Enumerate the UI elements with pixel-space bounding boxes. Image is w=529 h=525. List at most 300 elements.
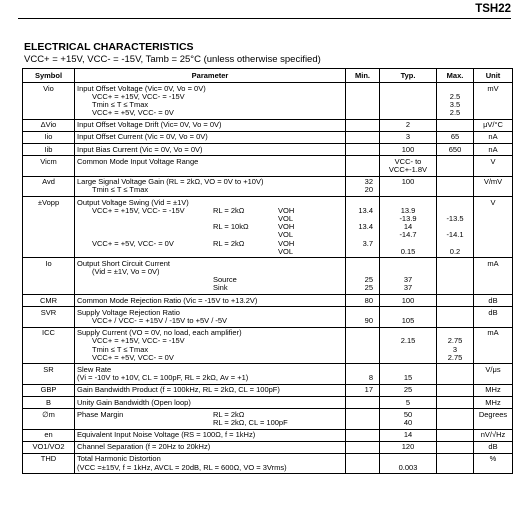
parameter-line: [75, 431, 345, 439]
parameter-cell: [75, 429, 346, 441]
unit-value: V: [490, 157, 496, 166]
unit-value: [474, 186, 512, 194]
max-value: [437, 268, 473, 276]
typ-value: 25: [403, 386, 413, 395]
table-row: [23, 176, 513, 196]
symbol-cell: [23, 295, 75, 307]
max-value: [437, 386, 473, 394]
parameter-text: Total Harmonic Distortion: [77, 454, 161, 464]
unit-value: [474, 337, 512, 345]
parameter-cell: [75, 453, 346, 473]
min-value: [346, 443, 373, 451]
max-cell: [437, 397, 474, 409]
max-value: 2.5: [449, 92, 461, 101]
max-value: 3.5: [449, 100, 461, 109]
symbol-cell: [23, 429, 75, 441]
max-value: [437, 260, 473, 268]
parameter-line: [75, 207, 345, 215]
parameter-text: Tmin ≤ T ≤ Tmax: [92, 185, 149, 195]
min-value: [346, 431, 373, 439]
symbol-text: ∅m: [42, 410, 55, 419]
column-header-parameter: Parameter: [75, 69, 346, 83]
min-value: 3.7: [362, 239, 373, 248]
symbol-cell: [23, 409, 75, 429]
typ-value: 3: [405, 133, 411, 142]
table-row: [23, 258, 513, 295]
typ-value: 13.9: [400, 206, 416, 215]
symbol-cell: [23, 176, 75, 196]
output-level-text: VOH: [278, 205, 295, 215]
parameter-line: [75, 386, 345, 394]
typ-value: [380, 199, 436, 207]
symbol-cell: [23, 258, 75, 295]
min-cell: [346, 429, 380, 441]
condition-text: Sink: [213, 283, 228, 293]
symbol-text: Avd: [42, 178, 55, 187]
column-header-typ: Typ.: [380, 69, 437, 83]
typ-cell: [380, 144, 437, 156]
typ-value: [380, 109, 436, 117]
min-value: [346, 109, 373, 117]
unit-cell: [474, 384, 513, 396]
parameter-cell: [75, 156, 346, 176]
min-value: [346, 464, 373, 472]
max-cell: [437, 364, 474, 384]
symbol-text: Io: [45, 259, 52, 268]
parameter-text: VCC+ = +15V, VCC- = -15V: [92, 336, 185, 346]
max-value: [437, 284, 473, 292]
parameter-text: Input Offset Current (Vic = 0V, Vo = 0V): [77, 132, 208, 142]
typ-value: [380, 101, 436, 109]
condition-text: RL = 2kΩ: [213, 205, 245, 215]
typ-value: 15: [403, 374, 413, 383]
symbol-cell: [23, 131, 75, 143]
parameter-text: (Vi = -10V to +10V, CL = 100pF, RL = 2kΩ, Av = +1): [77, 373, 249, 383]
parameter-text: Common Mode Input Voltage Range: [77, 156, 199, 166]
unit-value: V/μs: [485, 365, 501, 374]
parameter-cell: [75, 307, 346, 327]
unit-cell: [474, 429, 513, 441]
unit-value: %: [489, 455, 497, 464]
parameter-cell: [75, 144, 346, 156]
unit-cell: [474, 119, 513, 131]
symbol-cell: [23, 156, 75, 176]
typ-value: [380, 240, 436, 248]
max-cell: [437, 156, 474, 176]
parameter-line: [75, 223, 345, 231]
min-cell: [346, 453, 380, 473]
table-row: [23, 409, 513, 429]
part-number: TSH22: [475, 3, 511, 15]
unit-cell: [474, 397, 513, 409]
unit-value: nA: [488, 133, 498, 142]
typ-value: [380, 268, 436, 276]
symbol-cell: [23, 327, 75, 364]
unit-cell: [474, 144, 513, 156]
typ-cell: [380, 119, 437, 131]
parameter-text: Phase Margin: [77, 409, 124, 419]
max-value: [437, 317, 473, 325]
parameter-line: [75, 411, 345, 419]
parameter-cell: [75, 197, 346, 258]
unit-value: [474, 109, 512, 117]
typ-value: [380, 186, 436, 194]
typ-cell: [380, 429, 437, 441]
min-value: 25: [364, 284, 373, 293]
symbol-text: SVR: [40, 308, 57, 317]
min-value: [346, 146, 373, 154]
unit-cell: [474, 131, 513, 143]
unit-cell: [474, 441, 513, 453]
unit-value: V: [490, 198, 496, 207]
parameter-cell: [75, 364, 346, 384]
symbol-cell: [23, 197, 75, 258]
parameter-text: Supply Current (VO = 0V, no load, each amplifier): [77, 328, 242, 338]
unit-value: [474, 223, 512, 231]
parameter-line: [75, 133, 345, 141]
max-value: [437, 329, 473, 337]
min-cell: [346, 156, 380, 176]
unit-cell: [474, 176, 513, 196]
parameter-line: [75, 443, 345, 451]
typ-cell: [380, 364, 437, 384]
typ-value: 0.15: [400, 247, 416, 256]
condition-text: RL = 10kΩ: [213, 222, 249, 232]
min-value: [346, 158, 373, 166]
min-value: [346, 121, 373, 129]
parameter-cell: [75, 131, 346, 143]
min-cell: [346, 83, 380, 120]
parameter-text: Gain Bandwidth Product (f = 100kHz, RL = 2kΩ, CL = 100pF): [77, 385, 280, 395]
max-value: [437, 309, 473, 317]
condition-text: RL = 2kΩ: [213, 238, 245, 248]
parameter-text: Output Voltage Swing (Vid = ±1V): [77, 197, 189, 207]
parameter-line: [75, 399, 345, 407]
max-cell: [437, 327, 474, 364]
table-row: [23, 156, 513, 176]
typ-value: -13.9: [399, 214, 417, 223]
max-value: [437, 419, 473, 427]
parameter-text: Tmin ≤ T ≤ Tmax: [92, 99, 149, 109]
max-cell: [437, 429, 474, 441]
symbol-cell: [23, 384, 75, 396]
symbol-text: ±Vopp: [37, 198, 60, 207]
parameter-line: [75, 354, 345, 362]
symbol-text: ΔVio: [40, 121, 57, 130]
min-value: [346, 455, 373, 463]
min-value: [346, 419, 373, 427]
min-cell: [346, 144, 380, 156]
unit-value: nA: [488, 145, 498, 154]
output-level-text: VOH: [278, 222, 295, 232]
parameter-text: VCC+ = +15V, VCC- = -15V: [92, 91, 185, 101]
typ-value: [380, 354, 436, 362]
output-level-text: VOH: [278, 238, 295, 248]
min-value: [346, 166, 373, 174]
symbol-text: VO1/VO2: [32, 443, 65, 452]
typ-value: [380, 366, 436, 374]
unit-cell: [474, 156, 513, 176]
max-value: [437, 240, 473, 248]
max-value: 3: [452, 345, 458, 354]
parameter-cell: [75, 397, 346, 409]
min-value: [346, 309, 373, 317]
table-row: [23, 131, 513, 143]
output-level-text: VOL: [278, 246, 294, 256]
parameter-text: Input Offset Voltage (Vic= 0V, Vo = 0V): [77, 83, 206, 93]
unit-value: [474, 374, 512, 382]
unit-value: [474, 346, 512, 354]
table-row: [23, 119, 513, 131]
typ-value: 37: [403, 276, 413, 285]
min-cell: [346, 197, 380, 258]
parameter-cell: [75, 327, 346, 364]
typ-value: 100: [401, 145, 415, 154]
max-value: -13.5: [446, 214, 464, 223]
typ-value: VCC- to: [394, 157, 422, 166]
typ-value: 40: [403, 418, 413, 427]
min-value: 13.4: [358, 223, 373, 232]
typ-value: [380, 309, 436, 317]
table-row: [23, 384, 513, 396]
parameter-line: [75, 464, 345, 472]
parameter-text: Common Mode Rejection Ratio (Vic = -15V to +13.2V): [77, 295, 258, 305]
min-cell: [346, 176, 380, 196]
symbol-text: B: [45, 398, 51, 407]
max-cell: [437, 409, 474, 429]
min-cell: [346, 364, 380, 384]
min-value: [346, 248, 373, 256]
table-row: [23, 295, 513, 307]
min-cell: [346, 131, 380, 143]
unit-value: [474, 268, 512, 276]
symbol-cell: [23, 441, 75, 453]
symbol-text: Iio: [44, 133, 53, 142]
typ-cell: [380, 307, 437, 327]
parameter-text: Tmin ≤ T ≤ Tmax: [92, 344, 149, 354]
condition-text: RL = 2kΩ, CL = 100pF: [213, 417, 288, 427]
symbol-cell: [23, 307, 75, 327]
parameter-line: [75, 297, 345, 305]
parameter-text: VCC+ / VCC- = +15V / -15V to +5V / -5V: [92, 316, 228, 325]
min-cell: [346, 307, 380, 327]
typ-value: VCC+-1.8V: [388, 166, 428, 174]
unit-cell: [474, 197, 513, 258]
max-cell: [437, 258, 474, 295]
max-value: [437, 443, 473, 451]
table-row: [23, 144, 513, 156]
parameter-line: [75, 166, 345, 174]
max-value: [437, 431, 473, 439]
max-cell: [437, 453, 474, 473]
unit-value: dB: [488, 443, 498, 452]
parameter-text: Equivalent Input Noise Voltage (RS = 100Ω, f = 1kHz): [77, 430, 256, 440]
symbol-text: Vio: [43, 84, 54, 93]
min-value: [346, 133, 373, 141]
unit-cell: [474, 258, 513, 295]
unit-cell: [474, 307, 513, 327]
symbol-cell: [23, 144, 75, 156]
symbol-text: THD: [40, 455, 57, 464]
max-value: [437, 366, 473, 374]
min-value: [346, 399, 373, 407]
typ-value: 14: [403, 223, 413, 232]
min-value: 17: [364, 386, 373, 395]
typ-value: 50: [403, 410, 413, 419]
min-cell: [346, 441, 380, 453]
typ-cell: [380, 176, 437, 196]
page-header: [0, 0, 529, 20]
table-header-row: [23, 69, 513, 83]
max-value: [437, 158, 473, 166]
symbol-text: GBP: [40, 386, 57, 395]
parameter-line: [75, 186, 345, 194]
min-value: [346, 268, 373, 276]
output-level-text: VOL: [278, 230, 294, 240]
min-value: [346, 337, 373, 345]
typ-cell: [380, 409, 437, 429]
min-value: [346, 101, 373, 109]
parameter-cell: [75, 83, 346, 120]
min-cell: [346, 409, 380, 429]
parameter-line: [75, 109, 345, 117]
column-header-max: Max.: [437, 69, 474, 83]
min-cell: [346, 119, 380, 131]
typ-value: 14: [403, 431, 413, 440]
parameter-line: [75, 374, 345, 382]
max-value: [437, 121, 473, 129]
typ-value: 37: [403, 284, 413, 293]
max-value: [437, 85, 473, 93]
parameter-text: Input Bias Current (Vic = 0V, Vo = 0V): [77, 144, 203, 154]
parameter-text: Input Offset Voltage Drift (Vic= 0V, Vo = 0V): [77, 120, 222, 130]
parameter-text: (VCC =±15V, f = 1kHz, AVCL = 20dB, RL = 600Ω, VO = 3Vrms): [77, 462, 287, 472]
min-value: 25: [364, 276, 373, 285]
parameter-line: [75, 276, 345, 284]
unit-value: [474, 166, 512, 174]
typ-value: [380, 346, 436, 354]
min-value: [346, 85, 373, 93]
unit-value: mV: [487, 84, 499, 93]
unit-value: dB: [488, 308, 498, 317]
typ-cell: [380, 295, 437, 307]
parameter-cell: [75, 295, 346, 307]
table-row: [23, 307, 513, 327]
unit-value: [474, 240, 512, 248]
typ-value: 0.003: [398, 463, 418, 472]
max-cell: [437, 307, 474, 327]
condition-text: Source: [213, 275, 237, 285]
table-row: [23, 453, 513, 473]
parameter-text: VCC+ = +15V, VCC- = -15V: [92, 205, 185, 215]
header-rule: [18, 18, 511, 19]
max-value: [437, 223, 473, 231]
parameter-text: Unity Gain Bandwidth (Open loop): [77, 397, 191, 407]
typ-value: 105: [401, 317, 415, 325]
column-header-symbol: Symbol: [23, 69, 75, 83]
min-cell: [346, 327, 380, 364]
max-cell: [437, 295, 474, 307]
typ-value: [380, 455, 436, 463]
max-value: 65: [450, 133, 460, 142]
table-row: [23, 364, 513, 384]
table-row: [23, 429, 513, 441]
max-value: [437, 166, 473, 174]
parameter-line: [75, 317, 345, 325]
parameter-text: VCC+ = +5V, VCC- = 0V: [92, 108, 174, 118]
unit-value: [474, 231, 512, 239]
max-value: [437, 199, 473, 207]
unit-cell: [474, 409, 513, 429]
typ-cell: [380, 156, 437, 176]
max-cell: [437, 119, 474, 131]
unit-value: [474, 284, 512, 292]
typ-cell: [380, 327, 437, 364]
parameter-text: VCC+ = +5V, VCC- = 0V: [92, 352, 174, 362]
column-header-unit: Unit: [474, 69, 513, 83]
typ-value: [380, 329, 436, 337]
max-value: [437, 411, 473, 419]
unit-value: V/mV: [483, 178, 503, 187]
typ-value: [380, 260, 436, 268]
typ-cell: [380, 441, 437, 453]
parameter-line: [75, 419, 345, 427]
max-value: 650: [448, 145, 462, 154]
min-value: [346, 366, 373, 374]
min-value: [346, 231, 373, 239]
unit-value: [474, 101, 512, 109]
parameter-cell: [75, 176, 346, 196]
symbol-text: ICC: [42, 329, 55, 338]
unit-value: Degrees: [478, 410, 508, 419]
parameter-line: [75, 240, 345, 248]
typ-value: [380, 85, 436, 93]
max-value: [437, 464, 473, 472]
unit-value: dB: [488, 296, 498, 305]
table-row: [23, 397, 513, 409]
parameter-line: [75, 215, 345, 223]
typ-cell: [380, 83, 437, 120]
unit-value: [474, 276, 512, 284]
symbol-cell: [23, 83, 75, 120]
parameter-line: [75, 284, 345, 292]
max-value: 2.75: [447, 353, 463, 362]
min-value: 80: [364, 296, 373, 305]
symbol-cell: [23, 364, 75, 384]
typ-value: 2: [405, 121, 411, 130]
symbol-text: Vicm: [40, 157, 57, 166]
min-value: 13.4: [358, 206, 373, 215]
unit-value: [474, 93, 512, 101]
unit-cell: [474, 364, 513, 384]
unit-value: [474, 207, 512, 215]
unit-value: [474, 317, 512, 325]
table-row: [23, 441, 513, 453]
max-cell: [437, 197, 474, 258]
min-value: [346, 346, 373, 354]
parameter-line: [75, 268, 345, 276]
max-value: [437, 186, 473, 194]
parameter-cell: [75, 441, 346, 453]
typ-cell: [380, 397, 437, 409]
parameter-line: [75, 248, 345, 256]
unit-value: μV/°C: [483, 121, 503, 130]
table-row: [23, 197, 513, 258]
min-value: [346, 215, 373, 223]
max-value: [437, 276, 473, 284]
parameter-cell: [75, 409, 346, 429]
unit-cell: [474, 83, 513, 120]
